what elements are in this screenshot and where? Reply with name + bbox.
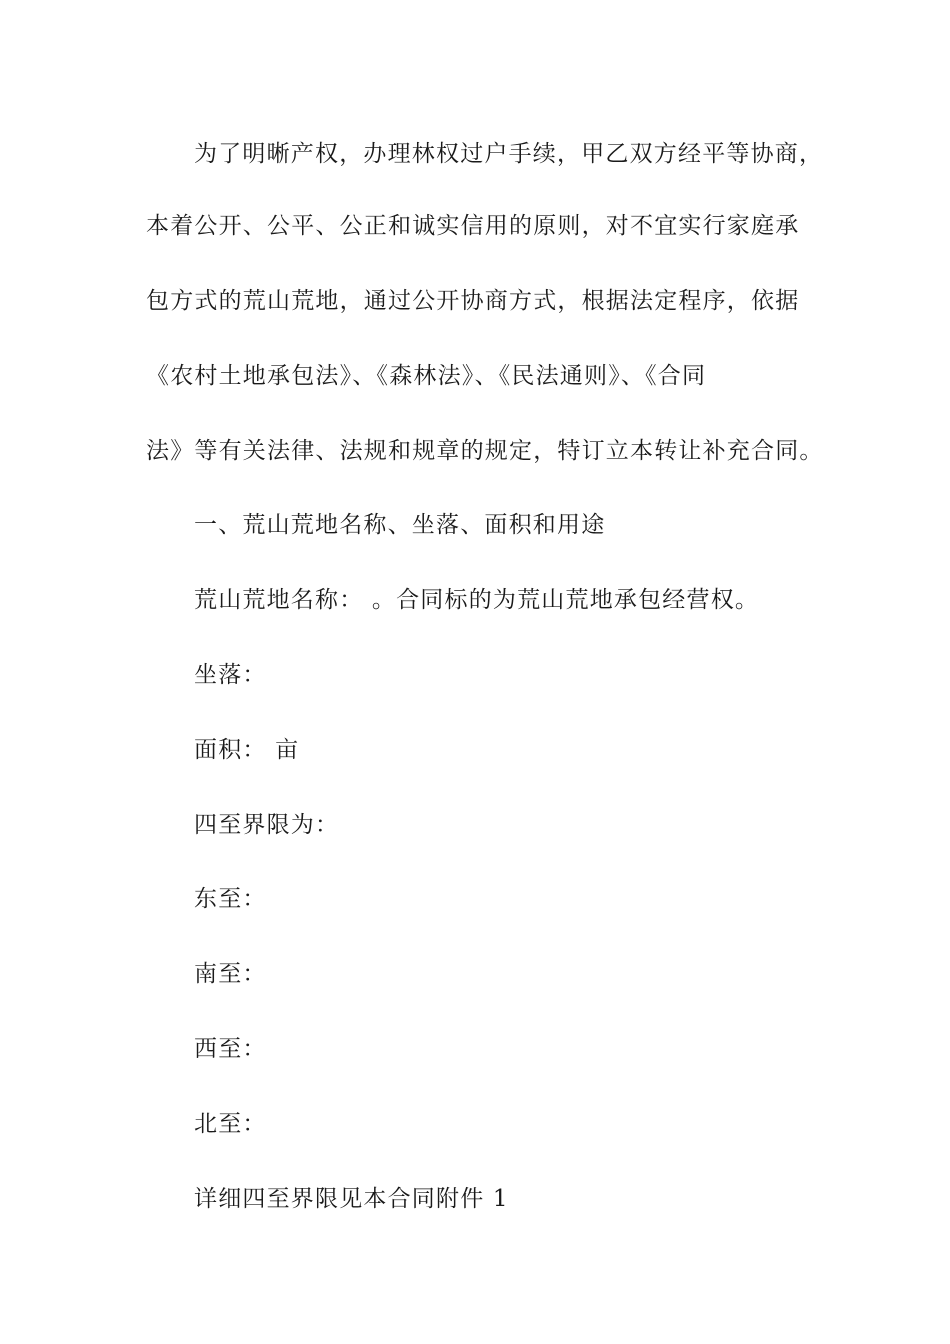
- paragraph-line-5: 法》等有关法律、法规和规章的规定，特订立本转让补充合同。: [146, 438, 824, 464]
- boundary-north: 北至：: [194, 1111, 267, 1137]
- section-heading: 一、荒山荒地名称、坐落、面积和用途: [194, 512, 606, 538]
- boundary-east: 东至：: [194, 886, 267, 912]
- land-name-line: 荒山荒地名称： 。合同标的为荒山荒地承包经营权。: [194, 587, 760, 613]
- boundaries-heading: 四至界限为：: [194, 812, 340, 838]
- appendix-reference: 详细四至界限见本合同附件 1: [194, 1186, 509, 1212]
- paragraph-line-3: 包方式的荒山荒地，通过公开协商方式，根据法定程序，依据: [146, 288, 800, 314]
- area-line: 面积： 亩: [194, 737, 300, 763]
- paragraph-line-2: 本着公开、公平、公正和诚实信用的原则，对不宜实行家庭承: [146, 213, 800, 239]
- paragraph-line-4: 《农村土地承包法》、《森林法》、《民法通则》、《合同: [146, 363, 707, 389]
- boundary-south: 南至：: [194, 961, 267, 987]
- paragraph-line-1: 为了明晰产权，办理林权过户手续，甲乙双方经平等协商，: [194, 141, 824, 167]
- location-line: 坐落：: [194, 662, 267, 688]
- boundary-west: 西至：: [194, 1036, 267, 1062]
